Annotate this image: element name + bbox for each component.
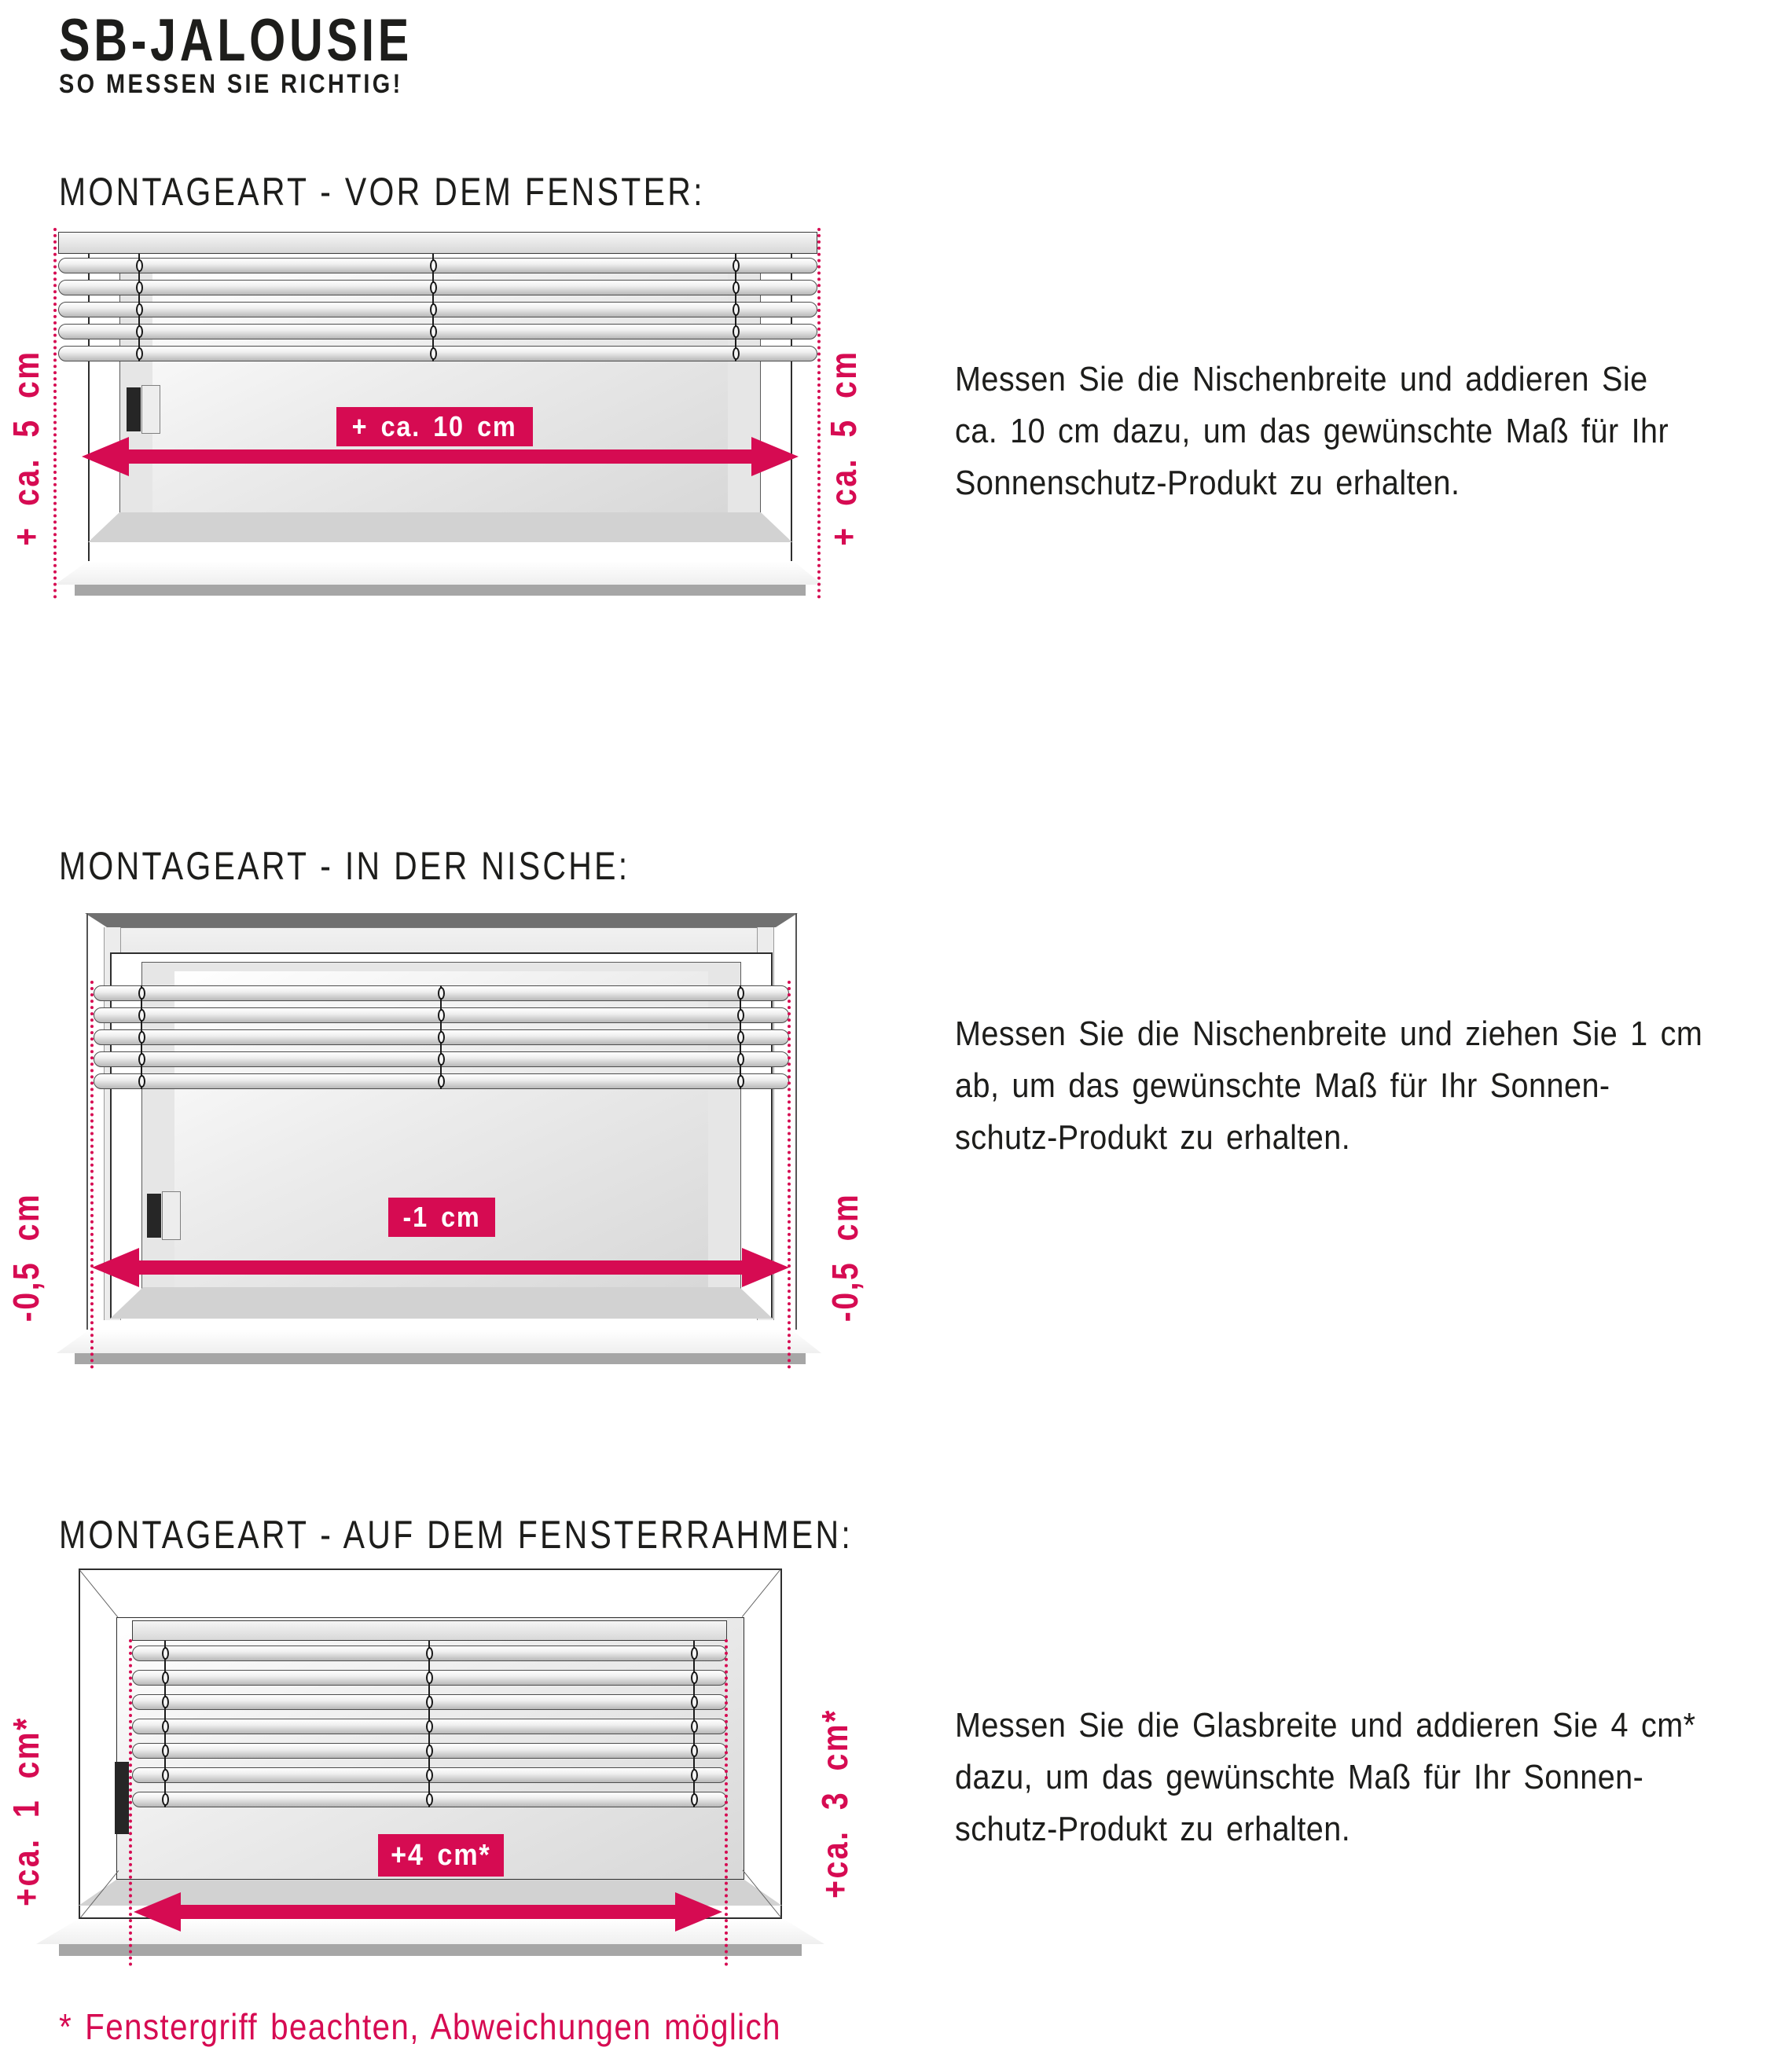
blind-slat xyxy=(58,324,817,339)
measure-label-badge xyxy=(378,1834,504,1877)
section-3-description xyxy=(955,1700,1778,1855)
cord-hole xyxy=(162,1745,169,1757)
page-subtitle: SO MESSEN SIE RICHTIG! xyxy=(59,69,403,99)
venetian-blind xyxy=(58,232,817,365)
cord-hole xyxy=(136,281,143,294)
description-line: ca. 10 cm dazu, um das gewünschte Maß für Ihr xyxy=(955,412,1669,450)
section-2-heading: MONTAGEART - IN DER NISCHE: xyxy=(59,844,630,888)
cord-hole xyxy=(136,303,143,316)
window-sill-slope xyxy=(88,512,792,542)
cord-hole xyxy=(138,1031,145,1044)
dimension-line-left xyxy=(90,981,94,1369)
blind-headrail xyxy=(58,232,817,254)
cord-hole xyxy=(691,1647,698,1660)
cord-hole xyxy=(438,1031,445,1044)
cord-hole xyxy=(162,1769,169,1781)
cord-hole xyxy=(691,1671,698,1684)
window-sill-slope xyxy=(110,1287,773,1319)
dimension-line-right xyxy=(788,981,791,1369)
window-handle-plate xyxy=(141,385,160,434)
cord-hole xyxy=(438,1075,445,1088)
description-line: ab, um das gewünschte Maß für Ihr Sonnen- xyxy=(955,1066,1610,1105)
description-line: Messen Sie die Nischenbreite und ziehen Sie 1 cm xyxy=(955,1014,1703,1053)
measure-label: + ca. 10 cm xyxy=(352,410,517,442)
side-label-right: -0,5 cm xyxy=(824,1192,865,1323)
cord-hole xyxy=(691,1745,698,1757)
section-1-heading: MONTAGEART - VOR DEM FENSTER: xyxy=(59,170,705,214)
cord-hole xyxy=(162,1793,169,1806)
cord-hole xyxy=(430,325,437,338)
description-line: dazu, um das gewünschte Maß für Ihr Sonnen- xyxy=(955,1758,1644,1796)
cord-hole xyxy=(426,1769,433,1781)
cord-hole xyxy=(426,1696,433,1708)
measure-label-badge xyxy=(336,407,533,446)
cord-hole xyxy=(430,303,437,316)
sill-shadow xyxy=(75,585,806,596)
cord-hole xyxy=(138,1009,145,1022)
cord-hole xyxy=(733,325,740,338)
dimension-line-left xyxy=(53,228,57,599)
cord-hole xyxy=(162,1647,169,1660)
window-handle-icon xyxy=(115,1762,129,1834)
page-title: SB-JALOUSIE xyxy=(59,7,413,74)
window-handle-plate xyxy=(162,1191,181,1240)
section-2-description xyxy=(955,1008,1786,1164)
side-label-right: + ca. 5 cm xyxy=(823,350,864,546)
cord-hole xyxy=(426,1671,433,1684)
dimension-line-right xyxy=(817,228,821,599)
side-label-left: + ca. 5 cm xyxy=(6,350,46,546)
cord-hole xyxy=(737,1031,744,1044)
cord-hole xyxy=(426,1745,433,1757)
niche-edge-left xyxy=(86,913,88,1330)
cord-hole xyxy=(691,1793,698,1806)
cord-hole xyxy=(162,1671,169,1684)
cord-hole xyxy=(426,1793,433,1806)
measure-label: -1 cm xyxy=(402,1201,481,1233)
cord-hole xyxy=(691,1696,698,1708)
cord-hole xyxy=(426,1720,433,1733)
cord-hole xyxy=(430,259,437,272)
blind-slat xyxy=(58,302,817,317)
section-3-heading: MONTAGEART - AUF DEM FENSTERRAHMEN: xyxy=(59,1513,854,1557)
cord-hole xyxy=(430,347,437,360)
cord-hole xyxy=(136,347,143,360)
cord-hole xyxy=(691,1769,698,1781)
cord-hole xyxy=(737,1053,744,1066)
sill-shadow xyxy=(59,1944,802,1956)
blind-slat xyxy=(58,258,817,273)
cord-hole xyxy=(136,325,143,338)
blind-slat xyxy=(58,346,817,361)
description-line: Messen Sie die Nischenbreite und addieren Sie xyxy=(955,360,1648,398)
cord-hole xyxy=(138,1075,145,1088)
cord-hole xyxy=(138,1053,145,1066)
niche-edge-right xyxy=(795,913,797,1330)
description-line: Messen Sie die Glasbreite und addieren Sie 4 cm* xyxy=(955,1706,1696,1745)
cord-hole xyxy=(162,1720,169,1733)
cord-hole xyxy=(136,259,143,272)
cord-hole xyxy=(438,1009,445,1022)
cord-hole xyxy=(733,259,740,272)
description-line: schutz-Produkt zu erhalten. xyxy=(955,1118,1351,1157)
side-label-left: -0,5 cm xyxy=(6,1192,46,1323)
description-line: Sonnenschutz-Produkt zu erhalten. xyxy=(955,464,1460,502)
venetian-blind xyxy=(132,1620,727,1809)
measure-label: +4 cm* xyxy=(391,1839,491,1872)
dimension-line-right xyxy=(725,1639,728,1966)
dimension-line-left xyxy=(129,1639,132,1966)
section-1-description xyxy=(955,354,1748,509)
window-sill xyxy=(36,1919,824,1944)
blind-headrail xyxy=(132,1620,727,1641)
cord-hole xyxy=(438,987,445,1000)
window-sill xyxy=(55,561,823,585)
sill-shadow xyxy=(75,1353,806,1364)
cord-hole xyxy=(737,1075,744,1088)
window-handle-icon xyxy=(147,1194,161,1238)
cord-hole xyxy=(691,1720,698,1733)
measure-label-badge xyxy=(388,1198,495,1237)
cord-hole xyxy=(733,281,740,294)
cord-hole xyxy=(737,987,744,1000)
cord-hole xyxy=(733,303,740,316)
window-handle-icon xyxy=(127,387,141,431)
description-line: schutz-Produkt zu erhalten. xyxy=(955,1810,1351,1848)
footnote: * Fenstergriff beachten, Abweichungen möglich xyxy=(59,2006,781,2047)
cord-hole xyxy=(438,1053,445,1066)
cord-hole xyxy=(733,347,740,360)
window-sill xyxy=(57,1330,821,1353)
side-label-left: +ca. 1 cm* xyxy=(6,1716,46,1906)
blind-slat xyxy=(58,280,817,295)
cord-hole xyxy=(430,281,437,294)
venetian-blind xyxy=(94,985,789,1091)
niche-top-bevel xyxy=(85,913,798,927)
cord-hole xyxy=(737,1009,744,1022)
cord-hole xyxy=(426,1647,433,1660)
cord-hole xyxy=(162,1696,169,1708)
cord-hole xyxy=(138,987,145,1000)
side-label-right: +ca. 3 cm* xyxy=(814,1708,855,1899)
